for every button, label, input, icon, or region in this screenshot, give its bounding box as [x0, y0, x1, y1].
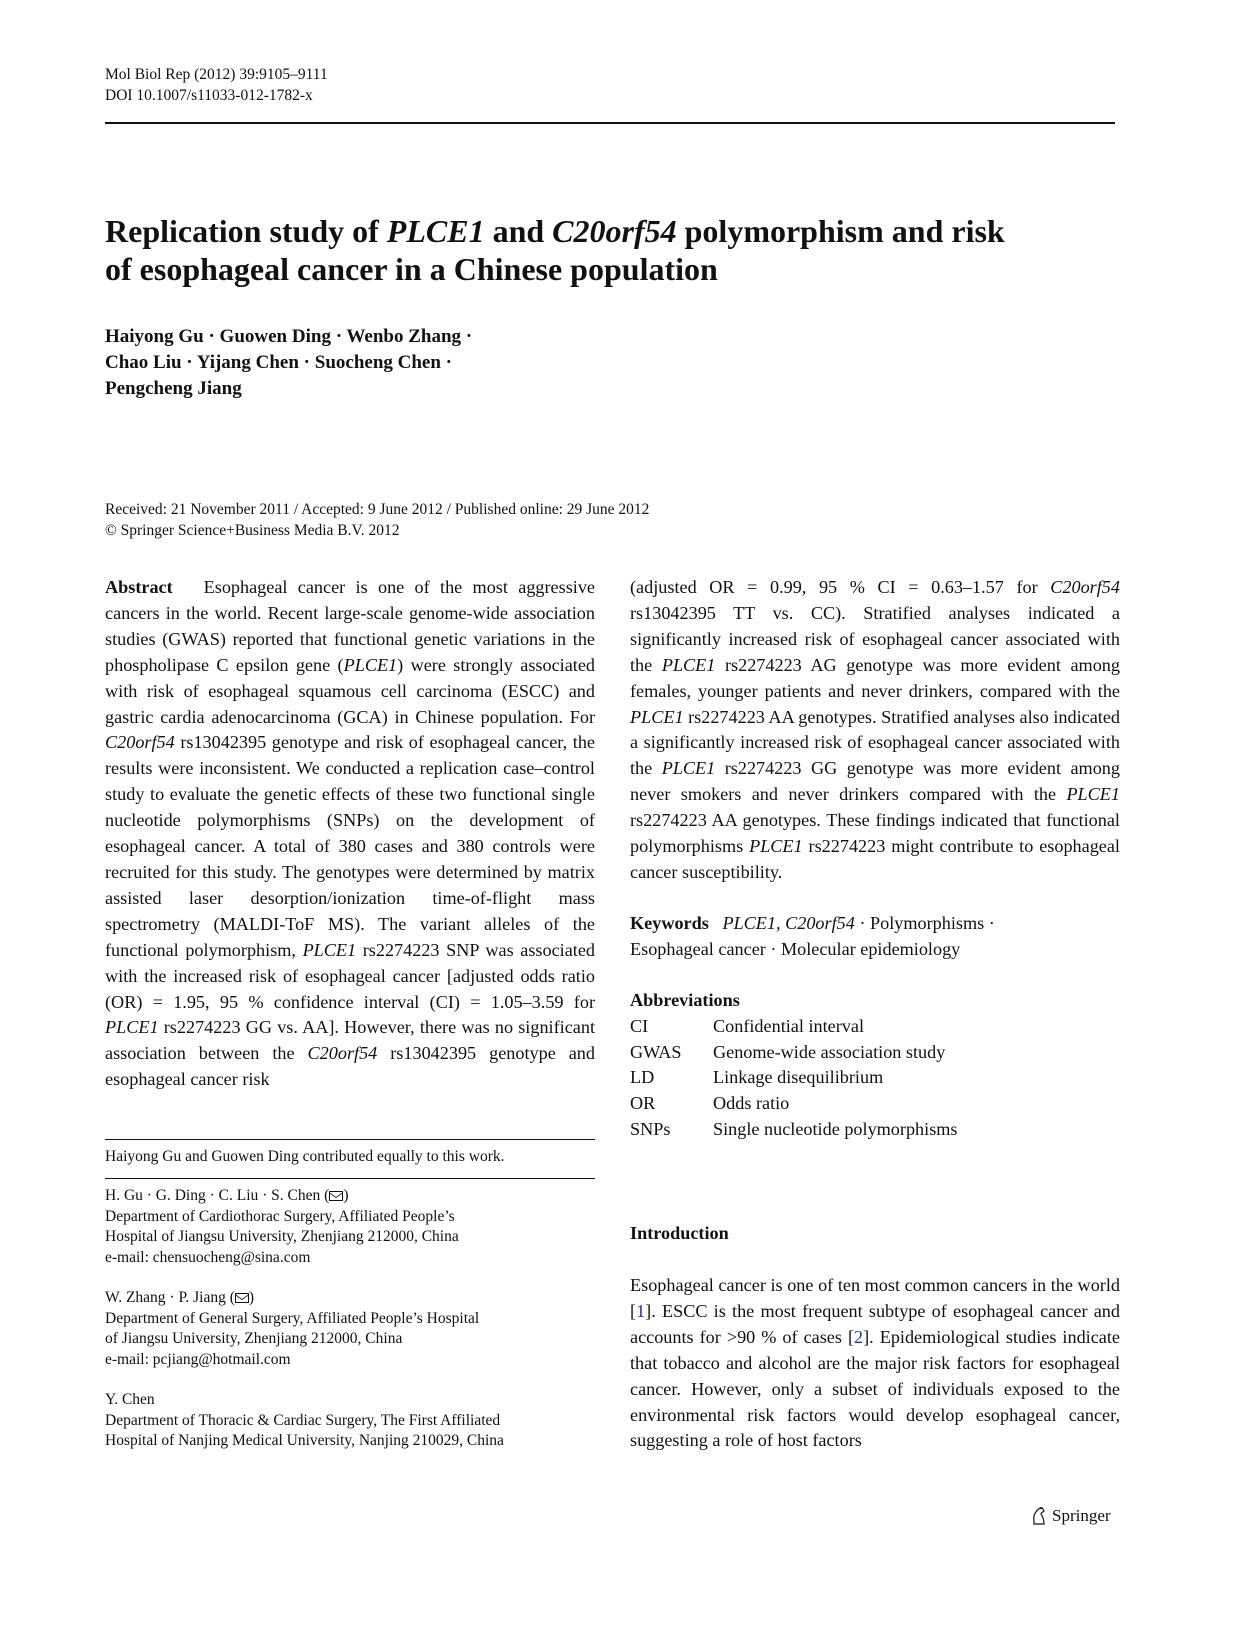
- title-gene-plce1: PLCE1: [386, 213, 485, 249]
- email-link[interactable]: e-mail: pcjiang@hotmail.com: [105, 1350, 291, 1368]
- abstract-label: Abstract: [105, 577, 173, 597]
- keywords-label: Keywords: [630, 912, 709, 933]
- footnote-rule-2: [105, 1178, 595, 1179]
- history-dates: Received: 21 November 2011 / Accepted: 9 June 2012 / Published online: 29 June 2012: [105, 501, 650, 518]
- journal-citation: Mol Biol Rep (2012) 39:9105–9111: [105, 66, 328, 83]
- abbreviation-row: SNPs Single nucleotide polymorphisms: [630, 1119, 958, 1140]
- abbreviation-row: CI Confidential interval: [630, 1015, 865, 1036]
- introduction-heading: Introduction: [630, 1223, 729, 1244]
- header-rule: [105, 122, 1115, 124]
- abbreviation-row: OR Odds ratio: [630, 1093, 790, 1114]
- copyright: © Springer Science+Business Media B.V. 2012: [105, 522, 400, 539]
- title-gene-c20orf54: C20orf54: [552, 213, 677, 249]
- introduction-text: Esophageal cancer is one of ten most common cancers in the world [1]. ESCC is the most frequent subtype of esophageal cancer and accounts for >90 % of cases [2]. Epidemiological studies indicate that tobacco and alcohol are the major risk factors for esophageal cancer. However, only a subset of individuals exposed to the environmental risk factors would develop esophageal cancer, suggesting a role of host factors: [630, 1275, 1121, 1451]
- publication-dates: [105, 499, 649, 541]
- abstract-text: Abstract Esophageal cancer is one of the most aggressive cancers in the world. Recent large-scale genome-wide association studies (GWAS) reported that functional genetic variations in the phospholipase C epsilon gene (PLCE1) were strongly associated with risk of esophageal squamous cell carcinoma (ESCC) and gastric cardia adenocarcinoma (GCA) in Chinese population. For C20orf54 rs13042395 genotype and risk of esophageal cancer, the results were inconsistent. We conducted a replication case–control study to evaluate the genetic effects of these two functional single nucleotide polymorphisms (SNPs) on the development of esophageal cancer. A total of 380 cases and 380 controls were recruited for this study. The genotypes were determined by matrix assisted laser desorption/ionization time-of-flight mass spectrometry (MALDI-ToF MS). The variant alleles of the functional polymorphism, PLCE1 rs2274223 SNP was associated with the increased risk of esophageal cancer [adjusted odds ratio (OR) = 1.95, 95 % confidence interval (CI) = 1.05–3.59 for PLCE1 rs2274223 GG vs. AA]. However, there was no significant association between the C20orf54 rs13042395 genotype and esophageal cancer risk: [105, 577, 596, 1090]
- doi: DOI 10.1007/s11033-012-1782-x: [105, 87, 313, 104]
- citation-link-1[interactable]: 1: [636, 1300, 646, 1321]
- equal-contribution-note: Haiyong Gu and Guowen Ding contributed equally to this work.: [105, 1148, 505, 1165]
- author-list: Haiyong Gu · Guowen Ding · Wenbo Zhang · Chao Liu · Yijang Chen · Suocheng Chen · Pengcheng Jiang: [105, 326, 473, 399]
- abstract-right: [630, 575, 1120, 1454]
- springer-horse-icon: [1030, 1506, 1048, 1526]
- abstract-continued: (adjusted OR = 0.99, 95 % CI = 0.63–1.57 for C20orf54 rs13042395 TT vs. CC). Stratified analyses indicated a significantly increased risk of esophageal cancer associated with the PLCE1 rs2274223 AG genotype was more evident among females, younger patients and never drinkers, compared with the PLCE1 rs2274223 AA genotypes. Stratified analyses also indicated a significantly increased risk of esophageal cancer associated with the PLCE1 rs2274223 GG genotype was more evident among never smokers and never drinkers compared with the PLCE1 rs2274223 AA genotypes. These findings indicated that functional polymorphisms PLCE1 rs2274223 might contribute to esophageal cancer susceptibility.: [630, 577, 1120, 882]
- abbreviations-list: [630, 1014, 1120, 1144]
- journal-header: [105, 64, 328, 106]
- envelope-icon: [329, 1191, 343, 1201]
- affiliation-2: W. Zhang · P. Jiang ( ) Department of General Surgery, Affiliated People’s Hospital of Jiangsu University, Zhenjiang 212000, China e-mail: pcjiang@hotmail.com: [105, 1288, 605, 1370]
- abbreviation-row: LD Linkage disequilibrium: [630, 1067, 884, 1088]
- affiliation-1: H. Gu · G. Ding · C. Liu · S. Chen ( ) Department of Cardiothorac Surgery, Affiliated People’s Hospital of Jiangsu University, Zhenjiang 212000, China e-mail: chensuocheng@sina.com: [105, 1186, 605, 1268]
- envelope-icon: [235, 1293, 249, 1303]
- abstract-left: [105, 575, 595, 1093]
- citation-link-2[interactable]: 2: [854, 1326, 864, 1347]
- affiliation-3: Y. Chen Department of Thoracic & Cardiac Surgery, The First Affiliated Hospital of Nanjing Medical University, Nanjing 210029, China: [105, 1391, 504, 1450]
- abbreviation-row: GWAS Genome-wide association study: [630, 1041, 946, 1062]
- keywords: Keywords PLCE1, C20orf54 · Polymorphisms · Esophageal cancer · Molecular epidemiology: [630, 912, 995, 959]
- publisher-name: Springer: [1052, 1506, 1111, 1525]
- paper-title: Replication study of PLCE1 and C20orf54 polymorphism and risk of esophageal cancer in a Chinese population: [105, 213, 1005, 287]
- email-link[interactable]: e-mail: chensuocheng@sina.com: [105, 1248, 311, 1266]
- publisher-logo: [1030, 1506, 1111, 1526]
- abbreviations-heading: Abbreviations: [630, 989, 740, 1010]
- footnote-rule: [105, 1139, 595, 1140]
